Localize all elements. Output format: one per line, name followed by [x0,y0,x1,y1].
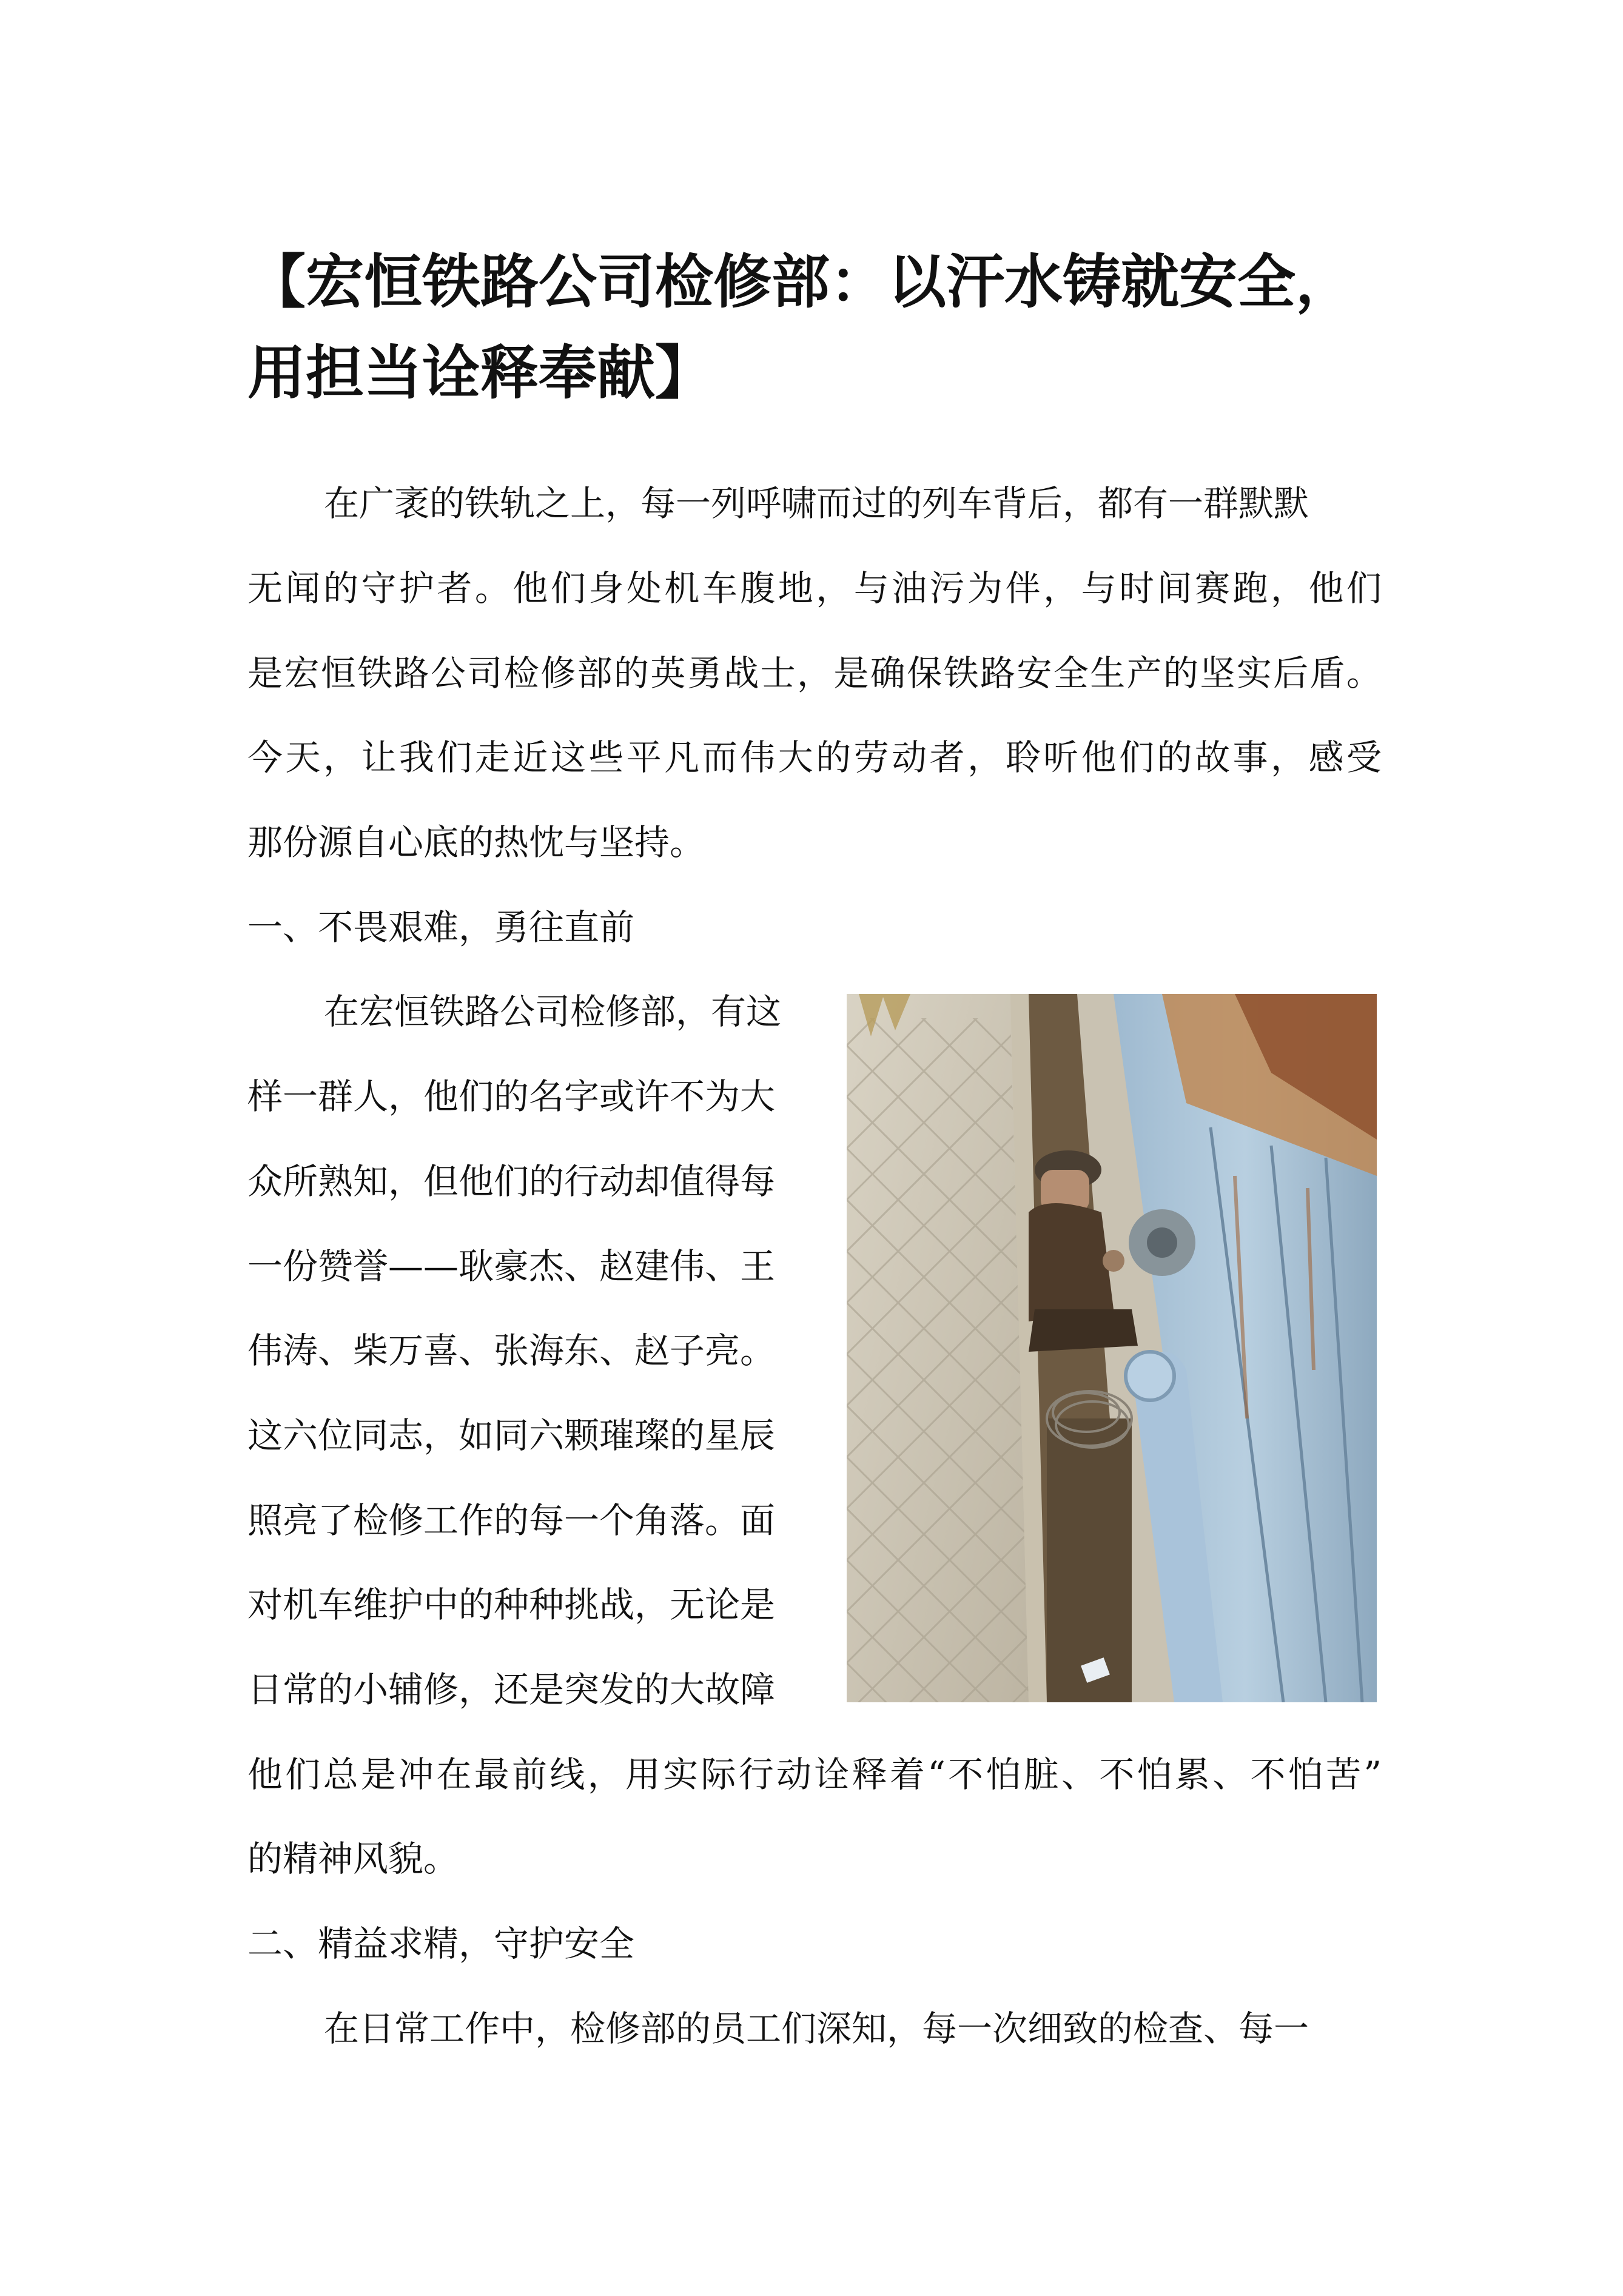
paragraph-line: 在日常工作中，检修部的员工们深知，每一次细致的检查、每一 [324,2008,1309,2049]
paragraph-line: 一份赞誉——耿豪杰、赵建伟、王 [247,1246,776,1287]
paragraph-line: 照亮了检修工作的每一个角落。面 [247,1500,776,1541]
paragraph-line: 样一群人，他们的名字或许不为大 [247,1076,776,1117]
paragraph-line: 在广袤的铁轨之上，每一列呼啸而过的列车背后，都有一群默默 [324,483,1309,524]
paragraph-line: 伟涛、柴万喜、张海东、赵子亮。 [247,1330,776,1371]
paragraph-line: 对机车维护中的种种挑战，无论是 [247,1584,776,1625]
worker-repair-photo [847,994,1377,1702]
paragraph-line: 众所熟知，但他们的行动却值得每 [247,1161,776,1202]
title-line: 【宏恒铁路公司检修部：以汗水铸就安全， [247,248,1354,316]
paragraph-line: 这六位同志，如同六颗璀璨的星辰 [247,1415,776,1456]
paragraph-line: 的精神风貌。 [247,1838,459,1879]
paragraph-line: 那份源自心底的热忱与坚持。 [247,822,705,863]
paragraph-line: 是宏恒铁路公司检修部的英勇战士，是确保铁路安全生产的坚实后盾。 [247,653,1382,694]
article-title [247,237,1436,418]
title-line: 用担当诠释奉献】 [247,339,713,407]
paragraph-line: 在宏恒铁路公司检修部，有这 [324,991,782,1032]
paragraph-line: 今天，让我们走近这些平凡而伟大的劳动者，聆听他们的故事，感受 [247,737,1382,778]
paragraph-line: 日常的小辅修，还是突发的大故障 [247,1669,776,1710]
paragraph-line: 他们总是冲在最前线，用实际行动诠释着“不怕脏、不怕累、不怕苦” [247,1754,1382,1795]
section-heading: 二、精益求精，守护安全 [247,1923,635,1964]
section-heading: 一、不畏艰难，勇往直前 [247,907,635,948]
paragraph-line: 无闻的守护者。他们身处机车腹地，与油污为伴，与时间赛跑，他们 [247,568,1382,609]
